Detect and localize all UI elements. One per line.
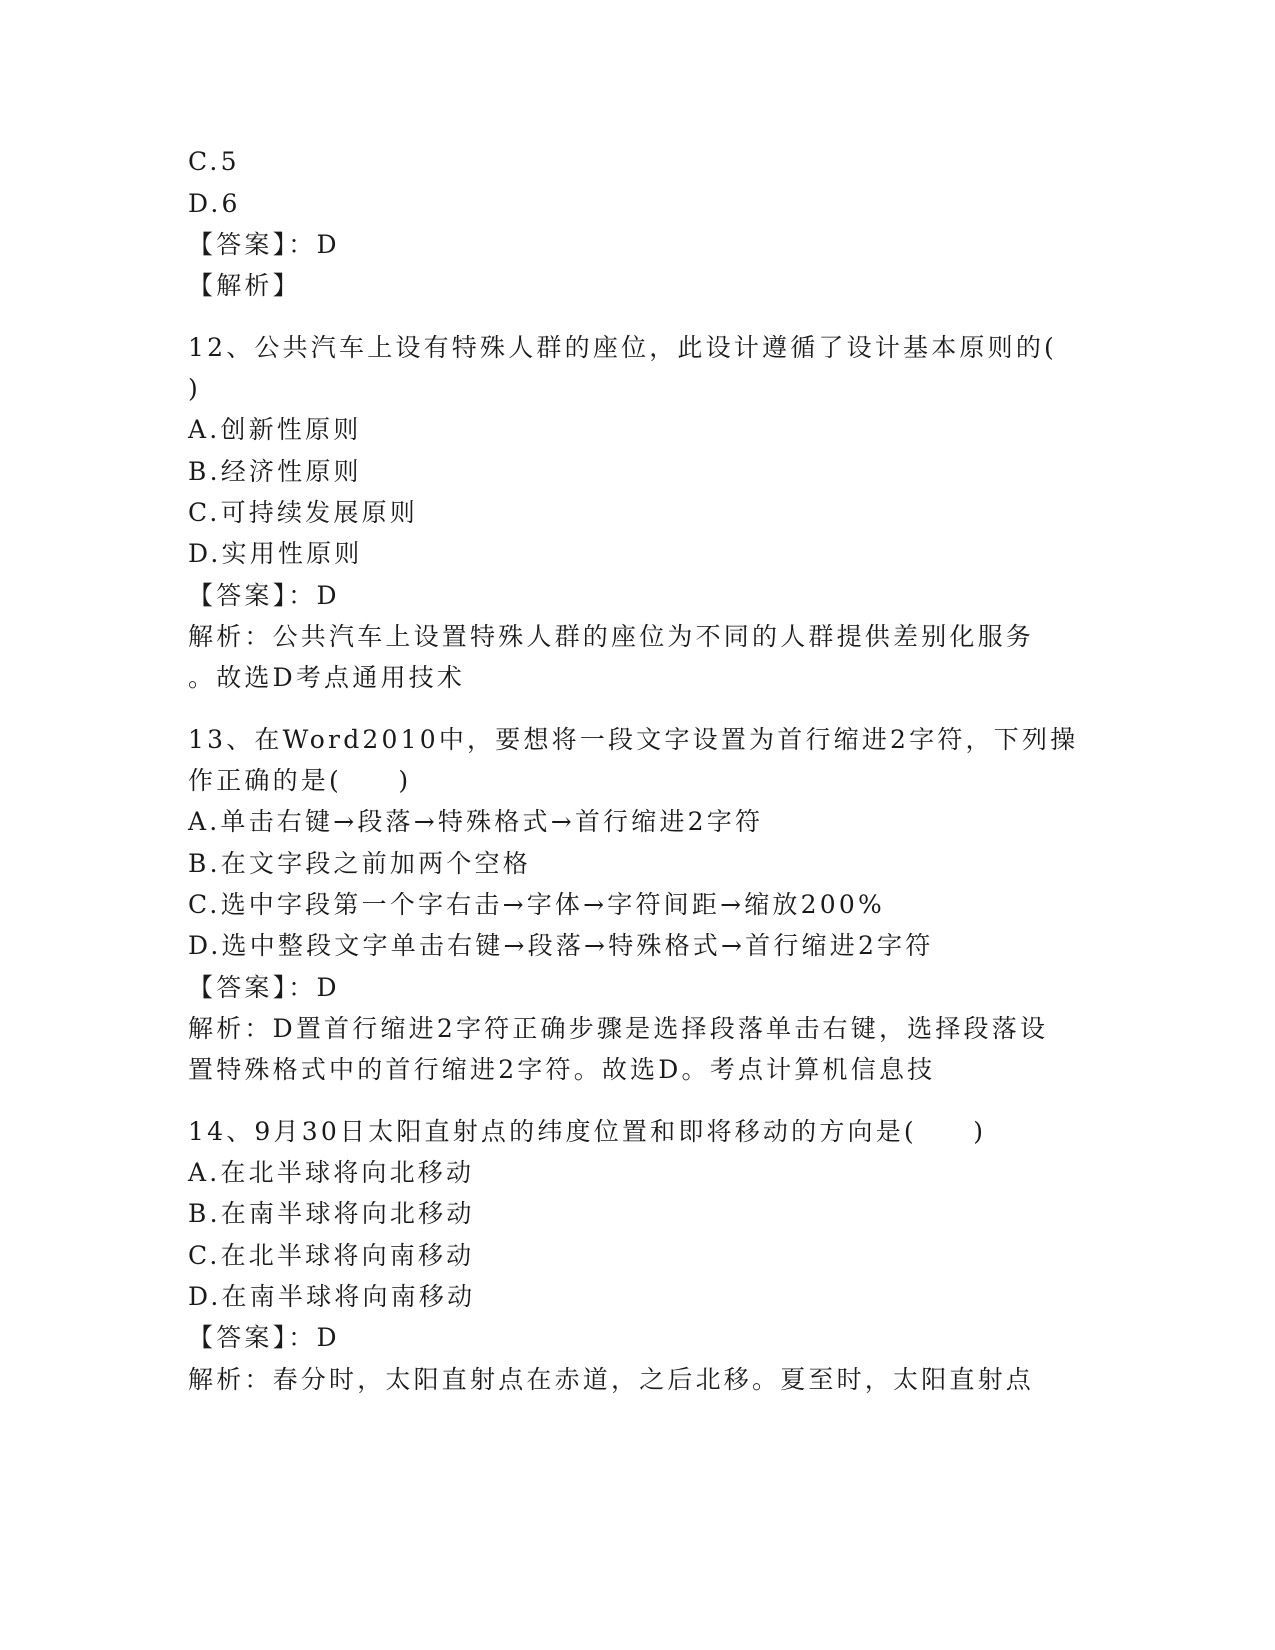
- q14-option-b: B.在南半球将向北移动: [188, 1199, 475, 1228]
- q11-analysis-heading: 【解析】: [188, 271, 301, 300]
- q12-question-line1: 12、公共汽车上设有特殊人群的座位，此设计遵循了设计基本原则的(: [188, 333, 1057, 362]
- q14-option-a: A.在北半球将向北移动: [188, 1158, 475, 1187]
- q13-analysis-line1: 解析：D置首行缩进2字符正确步骤是选择段落单击右键，选择段落设: [188, 1014, 1049, 1043]
- q13-question-line1: 13、在Word2010中，要想将一段文字设置为首行缩进2字符，下列操: [188, 725, 1079, 754]
- q13-option-a: A.单击右键→段落→特殊格式→首行缩进2字符: [188, 807, 764, 836]
- q13-option-b: B.在文字段之前加两个空格: [188, 849, 531, 878]
- q13-analysis-line2: 置特殊格式中的首行缩进2字符。故选D。考点计算机信息技: [188, 1055, 936, 1084]
- q13-answer: 【答案】：D: [188, 973, 340, 1002]
- q11-answer: 【答案】：D: [188, 230, 340, 259]
- q14-option-c: C.在北半球将向南移动: [188, 1241, 475, 1270]
- q14-option-d: D.在南半球将向南移动: [188, 1282, 476, 1311]
- q13-option-c: C.选中字段第一个字右击→字体→字符间距→缩放200%: [188, 890, 885, 919]
- q11-option-d: D.6: [188, 189, 241, 218]
- q12-option-c: C.可持续发展原则: [188, 498, 418, 527]
- q12-option-a: A.创新性原则: [188, 415, 362, 444]
- q12-option-d: D.实用性原则: [188, 539, 363, 568]
- q12-option-b: B.经济性原则: [188, 457, 362, 486]
- q12-answer: 【答案】：D: [188, 581, 340, 610]
- q11-option-c: C.5: [188, 147, 240, 176]
- q12-question-line2: ): [188, 374, 201, 403]
- q12-analysis-line1: 解析：公共汽车上设置特殊人群的座位为不同的人群提供差别化服务: [188, 622, 1035, 651]
- q12-analysis-line2: 。故选D考点通用技术: [188, 663, 466, 692]
- q14-answer: 【答案】：D: [188, 1323, 340, 1352]
- q13-option-d: D.选中整段文字单击右键→段落→特殊格式→首行缩进2字符: [188, 931, 934, 960]
- q14-analysis-line1: 解析：春分时，太阳直射点在赤道，之后北移。夏至时，太阳直射点: [188, 1365, 1035, 1394]
- q14-question-line1: 14、9月30日太阳直射点的纬度位置和即将移动的方向是( ): [188, 1117, 987, 1146]
- q13-question-line2: 作正确的是( ): [188, 766, 412, 795]
